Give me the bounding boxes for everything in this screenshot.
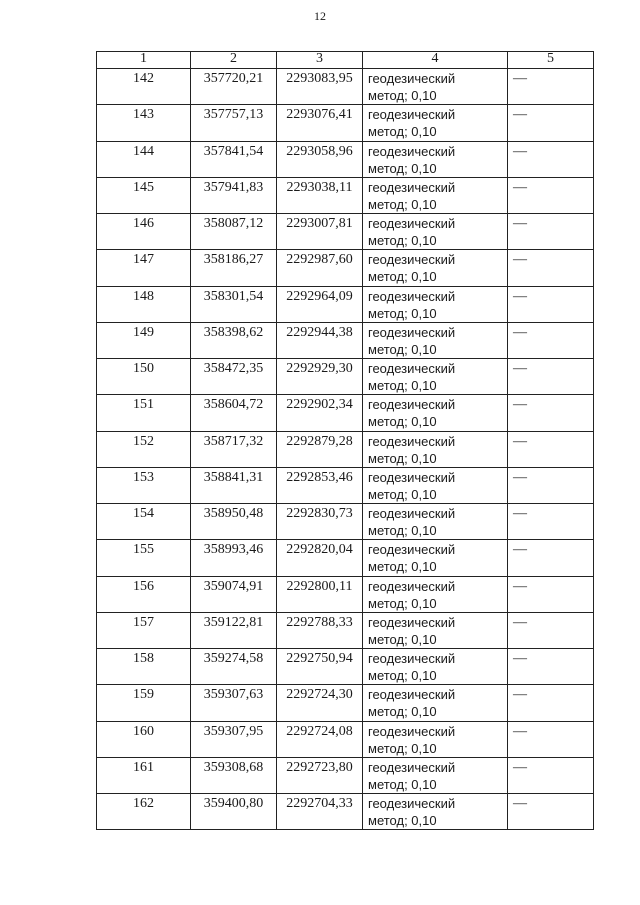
x-coordinate-cell: 358186,27 bbox=[191, 250, 277, 286]
point-number-cell: 148 bbox=[97, 286, 191, 322]
x-coordinate-cell: 357757,13 bbox=[191, 105, 277, 141]
point-number-cell: 156 bbox=[97, 576, 191, 612]
method-cell bbox=[363, 794, 508, 830]
y-coordinate-cell: 2293038,11 bbox=[277, 177, 363, 213]
table-body bbox=[97, 69, 594, 830]
table-row bbox=[97, 214, 594, 250]
method-line-2: метод; 0,10 bbox=[368, 378, 437, 393]
point-number-cell: 147 bbox=[97, 250, 191, 286]
y-coordinate-cell: 2292723,80 bbox=[277, 757, 363, 793]
point-number-cell: 159 bbox=[97, 685, 191, 721]
method-line-2: метод; 0,10 bbox=[368, 124, 437, 140]
y-coordinate-cell: 2292750,94 bbox=[277, 649, 363, 685]
y-coordinate-cell: 2292987,60 bbox=[277, 250, 363, 286]
point-number-cell: 144 bbox=[97, 141, 191, 177]
method-line-2: метод; 0,10 bbox=[368, 776, 437, 792]
method-cell bbox=[363, 757, 508, 793]
x-coordinate-cell: 358472,35 bbox=[191, 359, 277, 395]
method-line-2: метод; 0,10 bbox=[368, 450, 437, 466]
dash-mark: — bbox=[513, 216, 527, 231]
method-line-2: метод; 0,10 bbox=[368, 704, 437, 720]
dash-mark: — bbox=[513, 361, 527, 376]
note-cell bbox=[508, 69, 594, 105]
table-row bbox=[97, 69, 594, 105]
note-cell bbox=[508, 794, 594, 830]
x-coordinate-cell: 357941,83 bbox=[191, 177, 277, 213]
point-number-cell: 150 bbox=[97, 359, 191, 395]
method-line-2: метод; 0,10 bbox=[368, 233, 437, 248]
dash-mark: — bbox=[513, 433, 527, 449]
method-cell bbox=[363, 504, 508, 540]
dash-mark: — bbox=[513, 796, 527, 811]
note-cell bbox=[508, 612, 594, 648]
x-coordinate-cell: 359274,58 bbox=[191, 649, 277, 685]
coordinates-table bbox=[96, 51, 594, 830]
method-line-2: метод; 0,10 bbox=[368, 631, 437, 647]
x-coordinate-cell: 357720,21 bbox=[191, 69, 277, 105]
x-coordinate-cell: 358950,48 bbox=[191, 504, 277, 540]
x-coordinate-cell: 358841,31 bbox=[191, 467, 277, 503]
table-row bbox=[97, 395, 594, 431]
method-line-1: геодезический bbox=[368, 143, 456, 159]
point-number-cell: 143 bbox=[97, 105, 191, 141]
table-row bbox=[97, 576, 594, 612]
dash-mark: — bbox=[513, 397, 527, 413]
method-line-2: метод; 0,10 bbox=[368, 88, 437, 103]
method-line-1: геодезический bbox=[368, 506, 456, 521]
method-line-1: геодезический bbox=[368, 651, 456, 666]
y-coordinate-cell: 2292929,30 bbox=[277, 359, 363, 395]
method-cell bbox=[363, 105, 508, 141]
dash-mark: — bbox=[513, 469, 527, 485]
method-line-2: метод; 0,10 bbox=[368, 305, 437, 321]
y-coordinate-cell: 2292724,30 bbox=[277, 685, 363, 721]
dash-mark: — bbox=[513, 324, 527, 340]
y-coordinate-cell: 2292800,11 bbox=[277, 576, 363, 612]
y-coordinate-cell: 2293007,81 bbox=[277, 214, 363, 250]
header-col-1: 1 bbox=[97, 52, 191, 69]
point-number-cell: 157 bbox=[97, 612, 191, 648]
y-coordinate-cell: 2292964,09 bbox=[277, 286, 363, 322]
method-cell bbox=[363, 359, 508, 395]
header-col-3: 3 bbox=[277, 52, 363, 69]
method-line-1: геодезический bbox=[368, 469, 456, 485]
method-line-1: геодезический bbox=[368, 433, 456, 449]
table-row bbox=[97, 721, 594, 757]
x-coordinate-cell: 358993,46 bbox=[191, 540, 277, 576]
note-cell bbox=[508, 721, 594, 757]
note-cell bbox=[508, 141, 594, 177]
table-row bbox=[97, 359, 594, 395]
method-line-1: геодезический bbox=[368, 361, 456, 376]
method-cell bbox=[363, 685, 508, 721]
method-line-1: геодезический bbox=[368, 796, 456, 811]
y-coordinate-cell: 2293083,95 bbox=[277, 69, 363, 105]
method-line-1: геодезический bbox=[368, 107, 456, 123]
table-row bbox=[97, 322, 594, 358]
y-coordinate-cell: 2292820,04 bbox=[277, 540, 363, 576]
method-line-1: геодезический bbox=[368, 324, 456, 340]
page-number: 12 bbox=[314, 9, 326, 23]
x-coordinate-cell: 359307,63 bbox=[191, 685, 277, 721]
dash-mark: — bbox=[513, 252, 527, 268]
x-coordinate-cell: 359400,80 bbox=[191, 794, 277, 830]
table-row bbox=[97, 612, 594, 648]
point-number-cell: 151 bbox=[97, 395, 191, 431]
header-col-4: 4 bbox=[363, 52, 508, 69]
note-cell bbox=[508, 431, 594, 467]
method-cell bbox=[363, 612, 508, 648]
note-cell bbox=[508, 105, 594, 141]
y-coordinate-cell: 2292944,38 bbox=[277, 322, 363, 358]
method-cell bbox=[363, 177, 508, 213]
method-line-1: геодезический bbox=[368, 614, 456, 630]
y-coordinate-cell: 2292830,73 bbox=[277, 504, 363, 540]
table-row bbox=[97, 540, 594, 576]
note-cell bbox=[508, 504, 594, 540]
table-row bbox=[97, 467, 594, 503]
point-number-cell: 149 bbox=[97, 322, 191, 358]
dash-mark: — bbox=[513, 288, 527, 304]
method-cell bbox=[363, 721, 508, 757]
note-cell bbox=[508, 540, 594, 576]
note-cell bbox=[508, 214, 594, 250]
dash-mark: — bbox=[513, 614, 527, 630]
y-coordinate-cell: 2292902,34 bbox=[277, 395, 363, 431]
method-line-1: геодезический bbox=[368, 759, 456, 775]
x-coordinate-cell: 358301,54 bbox=[191, 286, 277, 322]
method-line-2: метод; 0,10 bbox=[368, 196, 437, 212]
dash-mark: — bbox=[513, 71, 527, 86]
table-row bbox=[97, 794, 594, 830]
table-row bbox=[97, 685, 594, 721]
point-number-cell: 145 bbox=[97, 177, 191, 213]
method-cell bbox=[363, 540, 508, 576]
table-row bbox=[97, 105, 594, 141]
point-number-cell: 154 bbox=[97, 504, 191, 540]
method-cell bbox=[363, 395, 508, 431]
x-coordinate-cell: 359308,68 bbox=[191, 757, 277, 793]
method-line-1: геодезический bbox=[368, 542, 456, 558]
method-line-1: геодезический bbox=[368, 252, 456, 268]
method-cell bbox=[363, 649, 508, 685]
table-row bbox=[97, 649, 594, 685]
method-line-2: метод; 0,10 bbox=[368, 160, 437, 176]
method-cell bbox=[363, 431, 508, 467]
note-cell bbox=[508, 359, 594, 395]
method-line-2: метод; 0,10 bbox=[368, 486, 437, 502]
x-coordinate-cell: 358604,72 bbox=[191, 395, 277, 431]
table-row bbox=[97, 504, 594, 540]
method-line-2: метод; 0,10 bbox=[368, 740, 437, 756]
point-number-cell: 158 bbox=[97, 649, 191, 685]
point-number-cell: 162 bbox=[97, 794, 191, 830]
dash-mark: — bbox=[513, 107, 527, 123]
method-cell bbox=[363, 141, 508, 177]
table-row bbox=[97, 177, 594, 213]
method-line-2: метод; 0,10 bbox=[368, 813, 437, 828]
point-number-cell: 142 bbox=[97, 69, 191, 105]
point-number-cell: 160 bbox=[97, 721, 191, 757]
y-coordinate-cell: 2293058,96 bbox=[277, 141, 363, 177]
method-line-2: метод; 0,10 bbox=[368, 595, 437, 611]
method-cell bbox=[363, 467, 508, 503]
header-row bbox=[97, 52, 594, 69]
table-row bbox=[97, 286, 594, 322]
header-col-2: 2 bbox=[191, 52, 277, 69]
dash-mark: — bbox=[513, 759, 527, 775]
note-cell bbox=[508, 322, 594, 358]
method-line-2: метод; 0,10 bbox=[368, 269, 437, 285]
note-cell bbox=[508, 250, 594, 286]
table-row bbox=[97, 757, 594, 793]
point-number-cell: 146 bbox=[97, 214, 191, 250]
note-cell bbox=[508, 649, 594, 685]
x-coordinate-cell: 358717,32 bbox=[191, 431, 277, 467]
y-coordinate-cell: 2292704,33 bbox=[277, 794, 363, 830]
header-col-5: 5 bbox=[508, 52, 594, 69]
method-line-1: геодезический bbox=[368, 288, 456, 304]
note-cell bbox=[508, 177, 594, 213]
method-cell bbox=[363, 286, 508, 322]
dash-mark: — bbox=[513, 506, 527, 521]
point-number-cell: 152 bbox=[97, 431, 191, 467]
method-line-1: геодезический bbox=[368, 397, 456, 413]
x-coordinate-cell: 358398,62 bbox=[191, 322, 277, 358]
method-line-2: метод; 0,10 bbox=[368, 668, 437, 683]
method-cell bbox=[363, 250, 508, 286]
point-number-cell: 153 bbox=[97, 467, 191, 503]
method-line-1: геодезический bbox=[368, 71, 456, 86]
x-coordinate-cell: 358087,12 bbox=[191, 214, 277, 250]
method-line-1: геодезический bbox=[368, 216, 456, 231]
y-coordinate-cell: 2292788,33 bbox=[277, 612, 363, 648]
method-cell bbox=[363, 69, 508, 105]
table-header bbox=[97, 52, 594, 69]
note-cell bbox=[508, 576, 594, 612]
dash-mark: — bbox=[513, 143, 527, 159]
y-coordinate-cell: 2292853,46 bbox=[277, 467, 363, 503]
y-coordinate-cell: 2293076,41 bbox=[277, 105, 363, 141]
method-line-1: геодезический bbox=[368, 578, 456, 594]
note-cell bbox=[508, 685, 594, 721]
dash-mark: — bbox=[513, 578, 527, 594]
method-line-1: геодезический bbox=[368, 723, 456, 739]
method-line-2: метод; 0,10 bbox=[368, 559, 437, 575]
point-number-cell: 155 bbox=[97, 540, 191, 576]
x-coordinate-cell: 359122,81 bbox=[191, 612, 277, 648]
method-cell bbox=[363, 322, 508, 358]
x-coordinate-cell: 359074,91 bbox=[191, 576, 277, 612]
method-line-1: геодезический bbox=[368, 687, 456, 703]
method-line-1: геодезический bbox=[368, 179, 456, 195]
y-coordinate-cell: 2292879,28 bbox=[277, 431, 363, 467]
table-row bbox=[97, 431, 594, 467]
dash-mark: — bbox=[513, 542, 527, 558]
dash-mark: — bbox=[513, 651, 527, 666]
y-coordinate-cell: 2292724,08 bbox=[277, 721, 363, 757]
note-cell bbox=[508, 467, 594, 503]
note-cell bbox=[508, 395, 594, 431]
note-cell bbox=[508, 286, 594, 322]
dash-mark: — bbox=[513, 687, 527, 703]
x-coordinate-cell: 359307,95 bbox=[191, 721, 277, 757]
method-line-2: метод; 0,10 bbox=[368, 523, 437, 538]
dash-mark: — bbox=[513, 723, 527, 739]
table-row bbox=[97, 250, 594, 286]
dash-mark: — bbox=[513, 179, 527, 195]
note-cell bbox=[508, 757, 594, 793]
table-row bbox=[97, 141, 594, 177]
x-coordinate-cell: 357841,54 bbox=[191, 141, 277, 177]
method-line-2: метод; 0,10 bbox=[368, 341, 437, 357]
method-cell bbox=[363, 214, 508, 250]
point-number-cell: 161 bbox=[97, 757, 191, 793]
method-cell bbox=[363, 576, 508, 612]
method-line-2: метод; 0,10 bbox=[368, 414, 437, 430]
